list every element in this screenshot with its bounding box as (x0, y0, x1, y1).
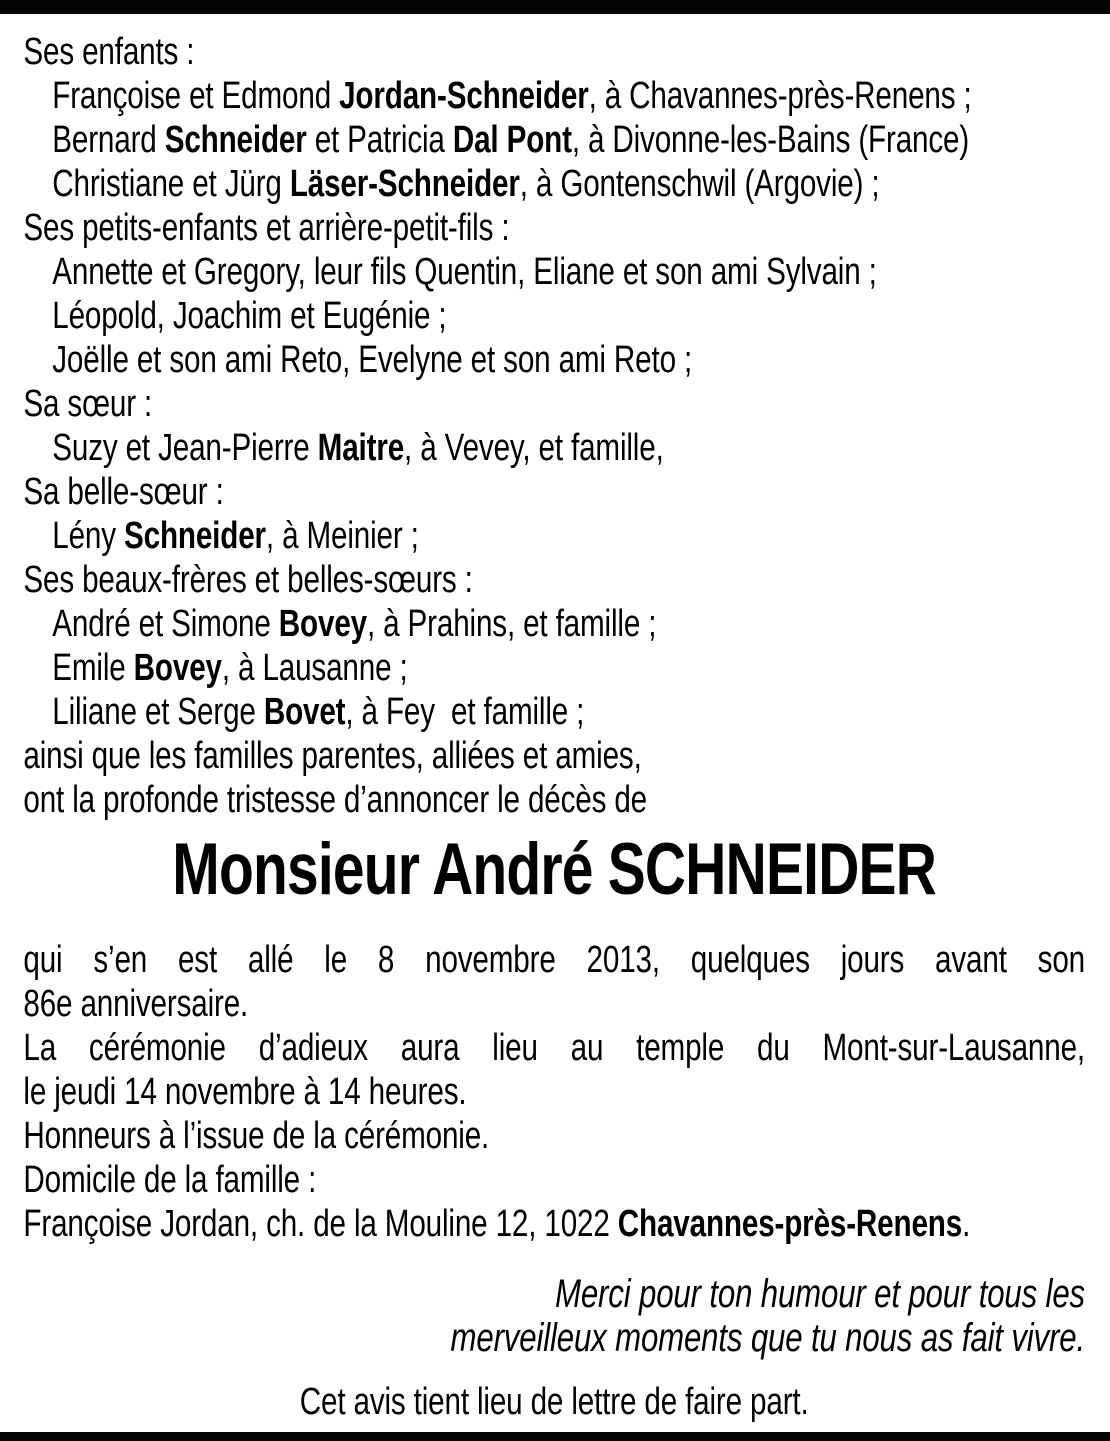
family-line (23, 514, 1085, 558)
announcement-line (23, 1114, 1085, 1158)
family-line (23, 118, 1085, 162)
family-line (23, 734, 1085, 778)
announcement-line (23, 1026, 1085, 1070)
family-line (23, 30, 1085, 74)
bold-name-segment: Bovey (278, 603, 367, 645)
bold-name-segment: Läser-Schneider (289, 163, 520, 205)
bold-name-segment: Maitre (317, 427, 405, 469)
family-line (23, 162, 1085, 206)
text-segment: Domicile de la famille : (23, 1159, 317, 1201)
family-line (23, 470, 1085, 514)
text-segment: Lény (52, 515, 124, 557)
text-segment: ainsi que les familles parentes, alliées et amies, (23, 735, 642, 777)
family-list (23, 30, 1085, 822)
text-segment: Joëlle et son ami Reto, Evelyne et son ami Reto ; (52, 339, 693, 381)
text-segment: Léopold, Joachim et Eugénie ; (52, 295, 447, 337)
announcement-paragraphs (23, 938, 1085, 1246)
announcement-line (23, 938, 1085, 982)
text-segment: Christiane et Jürg (52, 163, 290, 205)
text-segment: Sa sœur : (23, 383, 153, 425)
tribute-line: merveilleux moments que tu nous as fait vivre. (450, 1316, 1085, 1360)
text-segment: . (962, 1203, 971, 1245)
text-segment: 86e anniversaire. (23, 983, 249, 1025)
text-segment: , à Lausanne ; (221, 647, 408, 689)
deceased-name-title: Monsieur André SCHNEIDER (172, 829, 937, 910)
announcement-line (23, 1070, 1085, 1114)
bold-name-segment: Chavannes-près-Renens (617, 1203, 963, 1245)
family-line (23, 250, 1085, 294)
bold-name-segment: Jordan-Schneider (339, 75, 589, 117)
bold-name-segment: Dal Pont (452, 119, 572, 161)
text-segment: Annette et Gregory, leur fils Quentin, Eliane et son ami Sylvain ; (52, 251, 877, 293)
bold-name-segment: Bovet (263, 691, 346, 733)
text-segment: , à Meinier ; (265, 515, 419, 557)
bold-name-segment: Bovey (133, 647, 222, 689)
footer-note: Cet avis tient lieu de lettre de faire part. (299, 1381, 809, 1423)
bold-name-segment: Schneider (123, 515, 266, 557)
text-segment: le jeudi 14 novembre à 14 heures. (23, 1071, 467, 1113)
family-line (23, 778, 1085, 822)
text-segment: Liliane et Serge (52, 691, 264, 733)
text-segment: , à Fey et famille ; (345, 691, 585, 733)
family-line (23, 558, 1085, 602)
family-line (23, 382, 1085, 426)
family-line (23, 74, 1085, 118)
family-line (23, 338, 1085, 382)
text-segment: et Patricia (306, 119, 453, 161)
text-segment: Suzy et Jean-Pierre (52, 427, 318, 469)
bold-name-segment: Schneider (164, 119, 307, 161)
text-segment: Bernard (52, 119, 165, 161)
announcement-line (23, 982, 1085, 1026)
text-segment: , à Divonne-les-Bains (France) (571, 119, 970, 161)
text-segment: ont la profonde tristesse d’annoncer le décès de (23, 779, 647, 821)
family-line (23, 206, 1085, 250)
family-line (23, 690, 1085, 734)
family-line (23, 646, 1085, 690)
text-segment: André et Simone (52, 603, 279, 645)
text-segment: Ses beaux-frères et belles-sœurs : (23, 559, 473, 601)
announcement-line (23, 1202, 1085, 1246)
text-segment: , à Gontenschwil (Argovie) ; (519, 163, 880, 205)
announcement-line (23, 1158, 1085, 1202)
tribute-quote (23, 1272, 1085, 1360)
text-segment: qui s’en est allé le 8 novembre 2013, quelques jours avant son (23, 939, 1085, 981)
text-segment: , à Prahins, et famille ; (366, 603, 657, 645)
text-segment: Ses enfants : (23, 31, 195, 73)
text-segment: , à Vevey, et famille, (404, 427, 664, 469)
text-segment: Ses petits-enfants et arrière-petit-fils : (23, 207, 510, 249)
text-segment: La cérémonie d’adieux aura lieu au temple du Mont-sur-Lausanne, (23, 1027, 1085, 1069)
text-segment: Françoise Jordan, ch. de la Mouline 12, 1022 (23, 1203, 618, 1245)
text-segment: Sa belle-sœur : (23, 471, 224, 513)
text-segment: Françoise et Edmond (52, 75, 340, 117)
family-line (23, 602, 1085, 646)
text-segment: Emile (52, 647, 134, 689)
bottom-border-rule (0, 1432, 1110, 1441)
text-segment: , à Chavannes-près-Renens ; (588, 75, 972, 117)
tribute-line: Merci pour ton humour et pour tous les (555, 1272, 1085, 1316)
family-line (23, 294, 1085, 338)
family-line (23, 426, 1085, 470)
text-segment: Honneurs à l’issue de la cérémonie. (23, 1115, 490, 1157)
